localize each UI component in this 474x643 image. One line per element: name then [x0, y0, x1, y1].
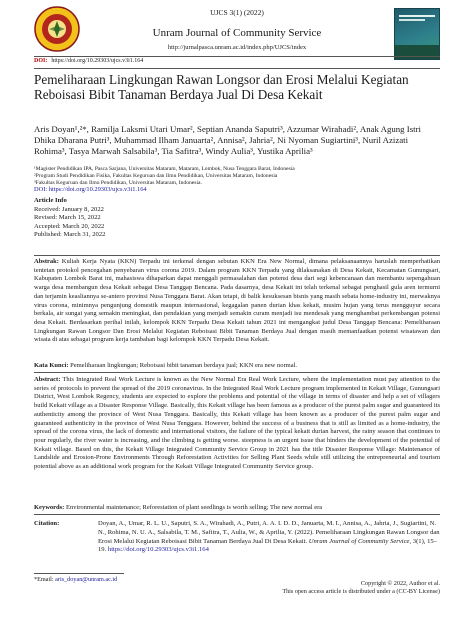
abstract-label: Abstract:: [34, 376, 61, 383]
copyright-notice: [260, 580, 440, 597]
journal-cover-thumbnail: [394, 8, 440, 60]
received-date: Received: January 8, 2022: [34, 205, 104, 213]
header-rule: [34, 56, 440, 57]
article-info: [34, 197, 234, 240]
footnote-rule: [34, 573, 124, 574]
abstract-rule-top: [34, 255, 440, 256]
doi-link[interactable]: https://doi.org/10.29303/ujcs.v3i1.164: [51, 58, 144, 64]
affiliation-item: ³Fakultas Keguruan dan Ilmu Pendidikan, Universitas Mataram, Indonesia.: [34, 180, 202, 187]
paper-title: Pemeliharaan Lingkungan Rawan Longsor dan Erosi Melalui Kegiatan Reboisasi Bibit Tanaman Berdaya Jual Di Desa Kekait: [34, 72, 409, 102]
citation-doi[interactable]: https://doi.org/10.29303/ujcs.v3i1.164: [107, 546, 209, 554]
corresponding-email: [34, 576, 117, 583]
abstrak-section: [34, 258, 440, 345]
license-text: This open access article is distributed under a (CC-BY License): [282, 588, 440, 596]
email-label: *Email:: [34, 576, 54, 583]
keywords: [34, 504, 440, 511]
email-link[interactable]: aris_doyan@unram.ac.id: [55, 576, 118, 583]
doi-label: DOI:: [34, 58, 48, 64]
abstract-text: This Integrated Real Work Lecture is known as the New Normal Era Real Work Lecture, where the implementation must pay attention to the series of protocols to prevent the spread of the 2019 coronavirus. In the Integrated Real Work Lecture program implemented in Kekait Village, Gunungsari District, West Lombok Regency, students are expected to explore the problems and potential of the village in terms of disaster and help a set of villagers build Kekait village as a Disaster Response Village. Basically, this Kekait village has been famous as a producer of the purest palm sugar and guaranteed its authenticity among the province of West Nusa Tenggara. Basically, this Kekait village has been known as a producer of the purest palm sugar and guaranteed authenticity in the province of West Nusa Tenggara. However, behind the success of a business that is still as limited as a home-industry, the spread of the corona virus, the lack of domestic and international visitors, the failure of the typical kekait durian harvest, the rainy season that continues to pour regularly, the river water is increasing, and the climbing is getting worse. steepness is an urgent issue that hinders the development of the potential of Kekait village. Based on this, the Kekait Village Integrated Community Service Group in 2021 has the title Disaster Response Village: Maintenance of Landslide and Erosion-Prone Environments Through Reforestation Activities for Selling Plant Seeds while still utilizing the entrepreneurial and tourism potential above as an additional work program for the Kekait Village Integrated Community Service group.: [34, 376, 441, 471]
journal-url[interactable]: http://jurnalpasca.unram.ac.id/index.php/UJCS/index: [167, 44, 307, 51]
affiliation-item: ²Program Studi Pendidikan Fisika, Fakultas Keguruan dan Ilmu Pendidikan, Universitas Mataram, Indonesia: [34, 173, 278, 180]
header-center: [84, 6, 390, 51]
citation-volume: , 3(1), 15–19.: [98, 537, 437, 554]
university-logo-icon: [34, 6, 80, 52]
accepted-date: Accepted: March 20, 2022: [34, 222, 105, 230]
keywords-label: Keywords:: [34, 504, 65, 511]
citation-label: Citation:: [34, 520, 60, 527]
abstrak-label: Abstrak:: [34, 258, 59, 265]
abstract-rule-bottom: [34, 514, 440, 515]
article-doi[interactable]: DOI: https://doi.org/10.29303/ujcs.v3i1.164: [34, 186, 147, 193]
article-info-heading: Article Info: [34, 197, 67, 204]
cover-title-bar: [399, 15, 435, 17]
revised-date: Revised: March 15, 2022: [34, 214, 101, 222]
keywords-text: Environmental maintenance; Reforestation of plant seedlings is worth selling; The new normal era: [65, 504, 323, 511]
kata-kunci-label: Kata Kunci:: [34, 362, 69, 369]
kata-kunci-text: Pemeliharaan lingkungan; Reboisasi bibit tanaman berdaya jual; KKN era new normal.: [70, 362, 298, 369]
doi-rule: [34, 68, 440, 69]
copyright-text: Copyright © 2022, Author et al.: [360, 580, 440, 587]
cover-subtitle-bar: [399, 19, 425, 21]
journal-issue: UJCS 3(1) (2022): [210, 8, 264, 17]
journal-name: Unram Journal of Community Service: [152, 27, 322, 39]
abstrak-text: Kuliah Kerja Nyata (KKN) Terpadu ini terkenal dengan sebutan KKN Era New Normal, dimana pelaksanaannya haruslah memperhatikan tentetan protokol pencegahan penyebaran virus corona 2019. Dalam program KKN Terpadu yang dilaksanakan di Desa Kekait, Kecamatan Gunungsari, Kabupaten Lombok Barat ini, mahasiswa dihaparkan dapat menggali permasalahan dan potensi desa dari segi kebencanaan dan membantu sepengahuan warga desa membangun desa Kekait sebagai Desa Tanggap Bencana. Pada dasarnya, desa Kekait ini telah terkenal sebagai penghasil gula aren termurni dan terjamin keasliannya se-antero provinsi Nusa Tenggara Barat. Akan tetapi, di balik kesuksesan bisnis yang masih sebata home-industry ini, merwaknya virus corona, minimnya pengunjung domestik maupun internasional, kegagalan panen durian khas kekait, musim hujan yang terus mengguyur secara berkala, air sungai yang semakin meningkat, dan pendakian yang menjadi semakin curam menjadi isu mendesak yang menghambat perkembangan potensi desa Kekait. Berdasarkan perihal inilah, kelompok KKN Terpadu Desa Kekait tahun 2021 ini mengangkat judul Desa Tanggap Bencana: Pemeliharaan Lingkungan Rawan Longsor Dan Erosi Melalui Kegiatan Reboisasi Bibit Tanaman Berdaya Jual dengan masih memanfaatkan potensi wisatawan dan wisata di atas sebagai program kerja tambahan bagi kelompok KKN Terpadu Desa Kekait.: [34, 258, 440, 344]
published-date: Published: March 31, 2022: [34, 231, 106, 239]
citation-body: Doyan, A., Umar, R. L. U., Saputri, S. A., Wirahadi, A., Putri, A. A. I. D. D., Januarta, M. I., Annisa, A., Jahria, J., Sugiartini, N. N., Rohima, N. U. A., Salsabila, T. M., Safitra, T., Aulia, W., & Aprilia, Y. (2022). Pemeliharaan Lingkungan Rawan Longsor dan Erosi Melalui Kegiatan Reboisasi Bibit Tanaman Berdaya Jual Di Desa Kekait.: [98, 520, 440, 545]
header-doi: [34, 58, 440, 64]
author-list: Aris Doyan¹,²*, Ramilja Laksmi Utari Umar², Septian Ananda Saputri³, Azzumar Wirahadi², Anak Agung Istri Dhika Dharana Putri³, Muhammad Ilham Januarta², Annisa², Jahria², Ni Nyoman Sugiartini³, Nuril Azizati Rohima³, Tasya Marwah Salsabila³, Tia Safitra³, Windy Aulia³, Yustika Aprilia³: [34, 124, 421, 156]
abstract-rule-middle: [34, 372, 440, 373]
affiliations: [34, 166, 440, 188]
kata-kunci: [34, 362, 440, 369]
citation-journal: Unram Journal of Community Service: [308, 537, 410, 545]
affiliation-item: ¹Magister Pendidikan IPA, Pasca Sarjana, Universitas Mataram, Mataram, Lombok, Nusa Tenggara Barat, Indonesia: [34, 166, 295, 172]
abstract-section: [34, 376, 440, 472]
citation-text: [98, 520, 440, 555]
